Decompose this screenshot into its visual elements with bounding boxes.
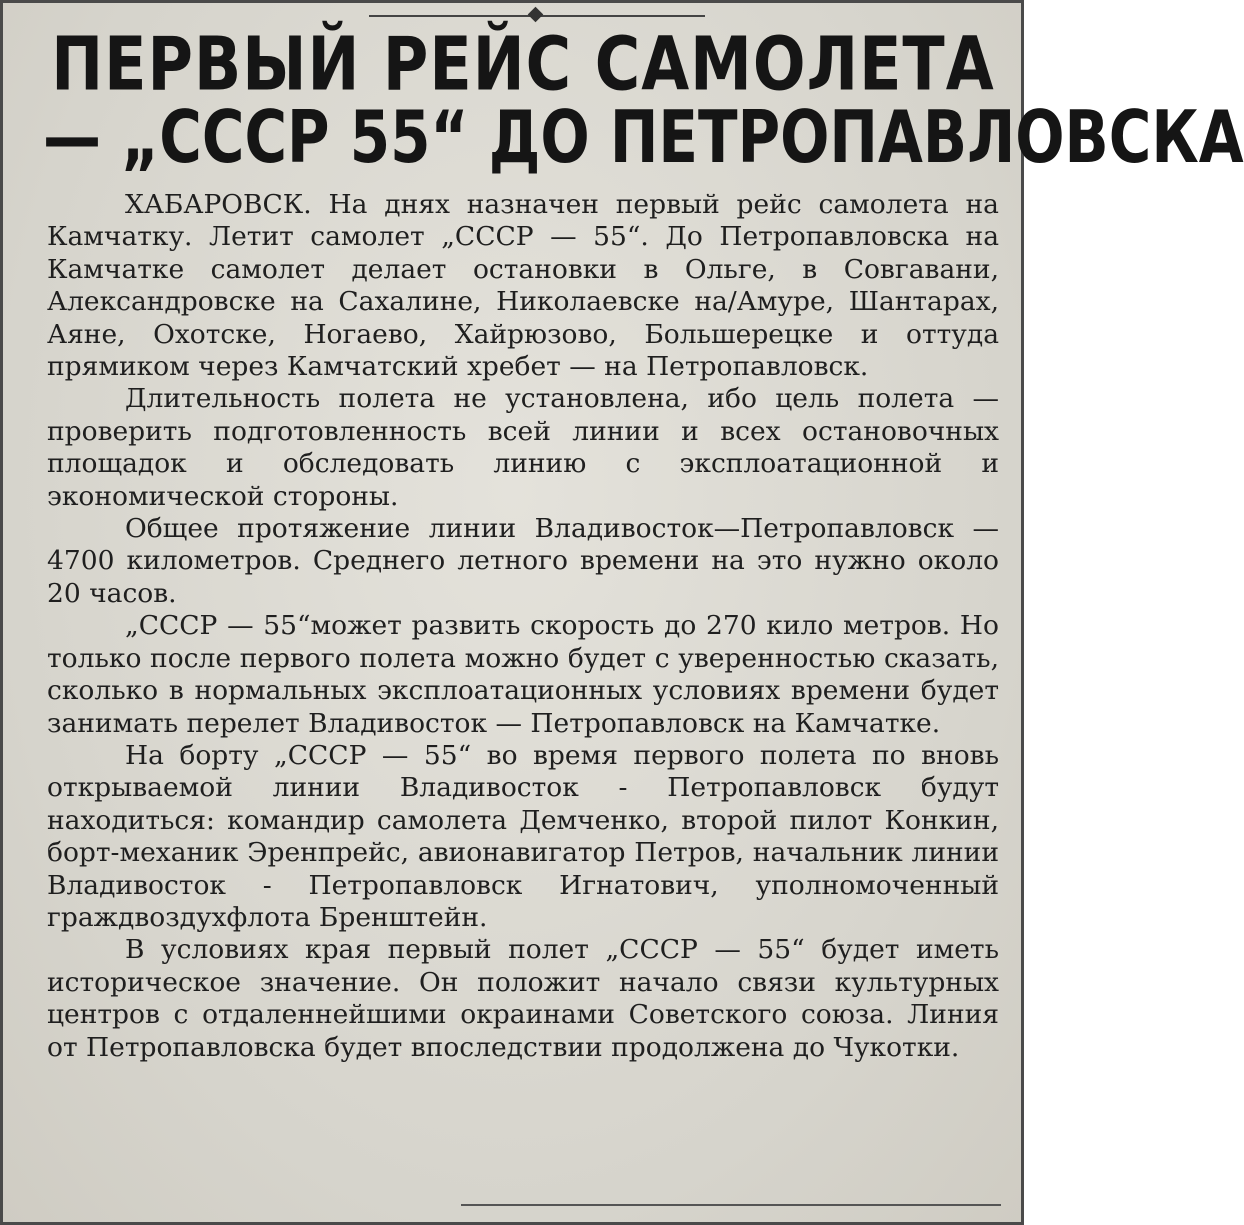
article-paragraph-5: На борту „СССР — 55“ во время первого полета по вновь открываемой линии Владивосток - Петропавловск будут находиться: командир самолета Демченко, второй пилот Конкин, борт-механик Эренпрейс, авионавигатор Петров, начальник линии Владивосток - Петропавловск Игнатович, уполномоченный граждвоздухфлота Бренштейн. [47, 739, 999, 933]
article-paragraph-3: Общее протяжение линии Владивосток—Петропавловск — 4700 километров. Среднего летного времени на это нужно около 20 часов. [47, 513, 999, 609]
headline-line-2: — „СССР 55“ ДО ПЕТРОПАВЛОВСКА [43, 94, 1244, 180]
bottom-rule [461, 1204, 1001, 1206]
article-body [47, 189, 999, 1064]
headline-line-1: ПЕРВЫЙ РЕЙС САМОЛЕТА [51, 19, 995, 108]
article-paragraph-6: В условиях края первый полет „СССР — 55“ будет иметь историческое значение. Он положит начало связи культурных центров с отдаленнейшими окраинами Советского союза. Линия от Петропавловска будет впоследствии продолжена до Чукотки. [47, 934, 999, 1063]
header-ornament-rule [369, 15, 705, 17]
article-paragraph-4: „СССР — 55“может развить скорость до 270 кило метров. Но только после первого полета можно будет с уверенностью сказать, сколько в нормальных эксплоатационных условиях времени будет занимать перелет Владивосток — Петропавловск на Камчатке. [47, 610, 999, 739]
article-paragraph-1: ХАБАРОВСК. На днях назначен первый рейс самолета на Камчатку. Летит самолет „СССР — 55“. До Петропавловска на Камчатке самолет делает остановки в Ольге, в Совгавани, Александровске на Сахалине, Николаевске на/Амуре, Шантарах, Аяне, Охотске, Ногаево, Хайрюзово, Большерецке и оттуда прямиком через Камчатский хребет — на Петропавловск. [47, 189, 999, 383]
article-paragraph-2: Длительность полета не установлена, ибо цель полета — проверить подготовленность всей линии и всех остановочных площадок и обследовать линию с эксплоатационной и экономической стороны. [47, 383, 999, 512]
